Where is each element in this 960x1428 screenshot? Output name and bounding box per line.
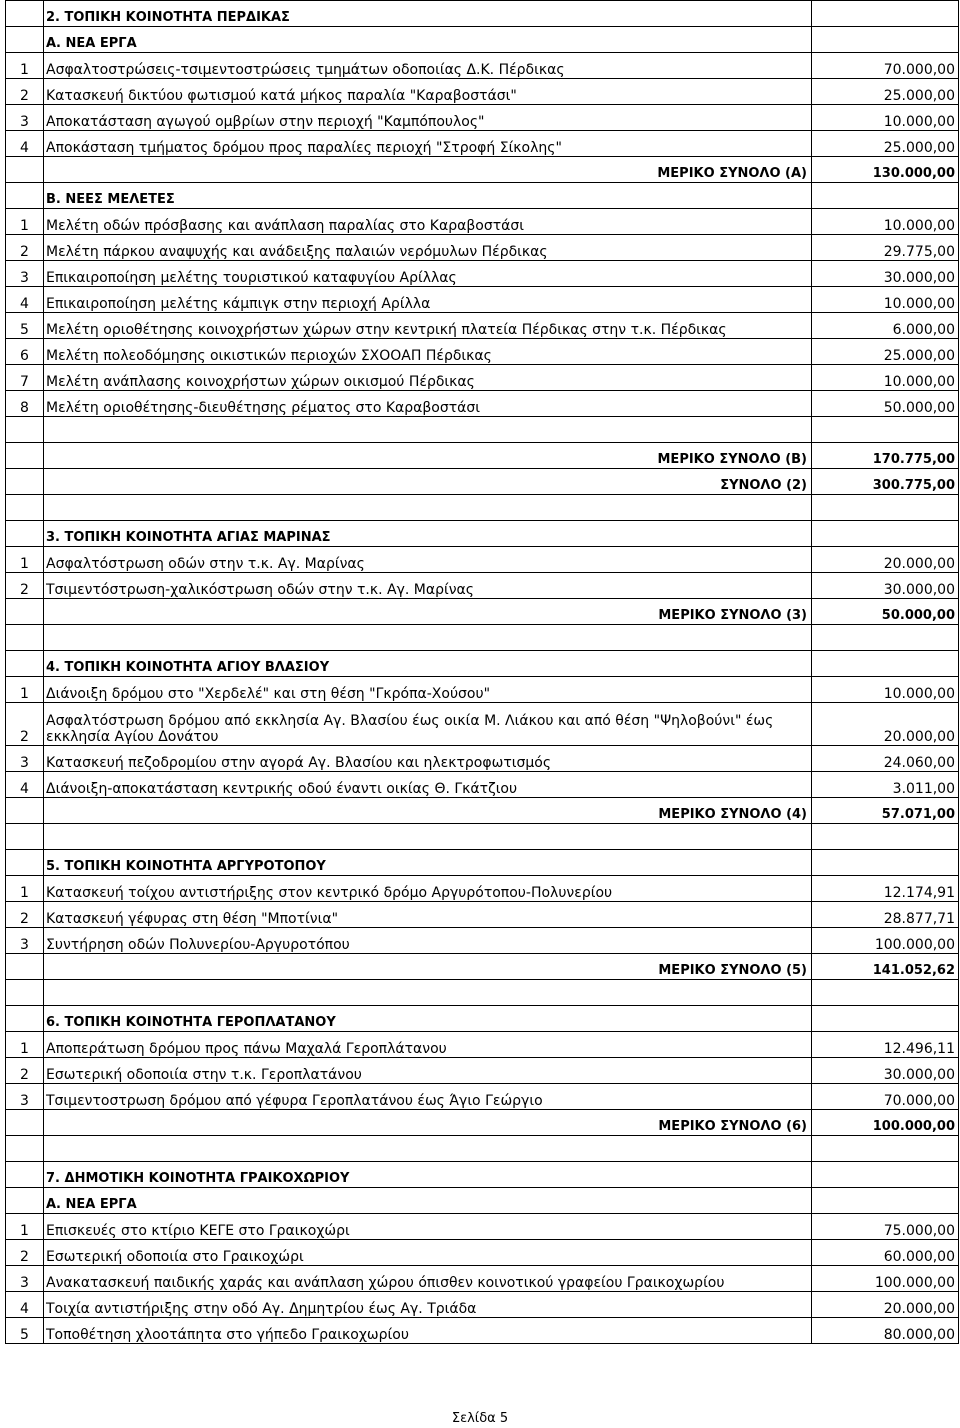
- table-row: [6, 746, 959, 772]
- row-number: 3: [6, 1084, 44, 1110]
- row-description: Ανακατασκευή παιδικής χαράς και ανάπλαση χώρου όπισθεν κοινοτικού γραφείου Γραικοχωρίου: [44, 1266, 812, 1292]
- subtotal-label: ΜΕΡΙΚΟ ΣΥΝΟΛΟ (5): [44, 954, 812, 980]
- table-row: [6, 573, 959, 599]
- section-header-row: [6, 1162, 959, 1188]
- table-row: [6, 1214, 959, 1240]
- row-number: 6: [6, 339, 44, 365]
- row-amount: 3.011,00: [812, 772, 959, 798]
- subtotal-label: ΣΥΝΟΛΟ (2): [44, 469, 812, 495]
- row-description: Κατασκευή πεζοδρομίου στην αγορά Αγ. Βλασίου και ηλεκτροφωτισμός: [44, 746, 812, 772]
- subtotal-row: [6, 798, 959, 824]
- row-number-cell: [6, 521, 44, 547]
- table-row: [6, 703, 959, 746]
- row-number: 5: [6, 1318, 44, 1344]
- row-number-cell: [6, 980, 44, 1006]
- row-amount: 10.000,00: [812, 105, 959, 131]
- section-header-row: [6, 1188, 959, 1214]
- amount-cell: [812, 850, 959, 876]
- row-number: 2: [6, 1240, 44, 1266]
- row-amount: 30.000,00: [812, 573, 959, 599]
- table-row: [6, 313, 959, 339]
- row-description: Εσωτερική οδοποιία στην τ.κ. Γεροπλατάνου: [44, 1058, 812, 1084]
- row-number: 8: [6, 391, 44, 417]
- section-header-row: [6, 183, 959, 209]
- section-title: 2. ΤΟΠΙΚΗ ΚΟΙΝΟΤΗΤΑ ΠΕΡΔΙΚΑΣ: [44, 1, 812, 27]
- row-description: Τοποθέτηση χλοοτάπητα στο γήπεδο Γραικοχωρίου: [44, 1318, 812, 1344]
- row-description: Αποκάσταση τμήματος δρόμου προς παραλίες περιοχή "Στροφή Σίκολης": [44, 131, 812, 157]
- subtotal-row: [6, 443, 959, 469]
- row-amount: 10.000,00: [812, 677, 959, 703]
- table-row: [6, 53, 959, 79]
- section-title: 5. ΤΟΠΙΚΗ ΚΟΙΝΟΤΗΤΑ ΑΡΓΥΡΟΤΟΠΟΥ: [44, 850, 812, 876]
- row-description: Τοιχία αντιστήριξης στην οδό Αγ. Δημητρίου έως Αγ. Τριάδα: [44, 1292, 812, 1318]
- row-number: 2: [6, 235, 44, 261]
- section-title: 4. ΤΟΠΙΚΗ ΚΟΙΝΟΤΗΤΑ ΑΓΙΟΥ ΒΛΑΣΙΟΥ: [44, 651, 812, 677]
- amount-cell: [812, 495, 959, 521]
- spacer-row: [6, 495, 959, 521]
- row-description: Ασφαλτόστρωση οδών στην τ.κ. Αγ. Μαρίνας: [44, 547, 812, 573]
- row-number-cell: [6, 954, 44, 980]
- table-row: [6, 1292, 959, 1318]
- table-row: [6, 772, 959, 798]
- section-title: Β. ΝΕΕΣ ΜΕΛΕΤΕΣ: [44, 183, 812, 209]
- amount-cell: [812, 1136, 959, 1162]
- row-amount: 30.000,00: [812, 1058, 959, 1084]
- section-title: 6. ΤΟΠΙΚΗ ΚΟΙΝΟΤΗΤΑ ΓΕΡΟΠΛΑΤΑΝΟΥ: [44, 1006, 812, 1032]
- empty-cell: [44, 625, 812, 651]
- row-number-cell: [6, 1, 44, 27]
- table-row: [6, 1318, 959, 1344]
- section-title: Α. ΝΕΑ ΕΡΓΑ: [44, 27, 812, 53]
- subtotal-amount: 50.000,00: [812, 599, 959, 625]
- row-amount: 70.000,00: [812, 1084, 959, 1110]
- row-number: 4: [6, 287, 44, 313]
- amount-cell: [812, 1188, 959, 1214]
- spacer-row: [6, 625, 959, 651]
- table-row: [6, 677, 959, 703]
- row-amount: 50.000,00: [812, 391, 959, 417]
- row-amount: 25.000,00: [812, 79, 959, 105]
- row-number: 3: [6, 746, 44, 772]
- table-row: [6, 391, 959, 417]
- row-description: Διάνοιξη-αποκατάσταση κεντρικής οδού έναντι οικίας Θ. Γκάτζιου: [44, 772, 812, 798]
- row-number-cell: [6, 469, 44, 495]
- row-number-cell: [6, 27, 44, 53]
- row-number-cell: [6, 1006, 44, 1032]
- row-amount: 20.000,00: [812, 547, 959, 573]
- row-number: 5: [6, 313, 44, 339]
- row-amount: 10.000,00: [812, 365, 959, 391]
- subtotal-row: [6, 469, 959, 495]
- table-row: [6, 261, 959, 287]
- row-description: Ασφαλτοστρώσεις-τσιμεντοστρώσεις τμημάτων οδοποιίας Δ.Κ. Πέρδικας: [44, 53, 812, 79]
- subtotal-label: ΜΕΡΙΚΟ ΣΥΝΟΛΟ (3): [44, 599, 812, 625]
- row-number-cell: [6, 417, 44, 443]
- table-row: [6, 339, 959, 365]
- section-title: Α. ΝΕΑ ΕΡΓΑ: [44, 1188, 812, 1214]
- row-number-cell: [6, 1188, 44, 1214]
- subtotal-label: ΜΕΡΙΚΟ ΣΥΝΟΛΟ (4): [44, 798, 812, 824]
- row-number: 2: [6, 902, 44, 928]
- row-description: Μελέτη ανάπλασης κοινοχρήστων χώρων οικισμού Πέρδικας: [44, 365, 812, 391]
- empty-cell: [44, 980, 812, 1006]
- row-amount: 25.000,00: [812, 339, 959, 365]
- row-description: Αποπεράτωση δρόμου προς πάνω Μαχαλά Γεροπλάτανου: [44, 1032, 812, 1058]
- row-number-cell: [6, 651, 44, 677]
- table-row: [6, 1266, 959, 1292]
- table-row: [6, 1084, 959, 1110]
- row-amount: 29.775,00: [812, 235, 959, 261]
- subtotal-row: [6, 599, 959, 625]
- row-description: Επικαιροποίηση μελέτης κάμπιγκ στην περιοχή Αρίλλα: [44, 287, 812, 313]
- row-number-cell: [6, 625, 44, 651]
- row-description: Εσωτερική οδοποιία στο Γραικοχώρι: [44, 1240, 812, 1266]
- row-number-cell: [6, 183, 44, 209]
- row-amount: 60.000,00: [812, 1240, 959, 1266]
- row-amount: 30.000,00: [812, 261, 959, 287]
- row-number: 1: [6, 1032, 44, 1058]
- row-number: 4: [6, 1292, 44, 1318]
- row-number: 4: [6, 131, 44, 157]
- row-amount: 24.060,00: [812, 746, 959, 772]
- amount-cell: [812, 1, 959, 27]
- row-description: Μελέτη πολεοδόμησης οικιστικών περιοχών ΣΧΟΟΑΠ Πέρδικας: [44, 339, 812, 365]
- row-number-cell: [6, 1162, 44, 1188]
- table-row: [6, 209, 959, 235]
- page-number: Σελίδα 5: [451, 1411, 509, 1426]
- row-number: 7: [6, 365, 44, 391]
- subtotal-row: [6, 954, 959, 980]
- row-description: Ασφαλτόστρωση δρόμου από εκκλησία Αγ. Βλασίου έως οικία Μ. Λιάκου και από θέση "Ψηλοβούνι" έως εκκλησία Αγίου Δονάτου: [44, 703, 812, 746]
- row-amount: 100.000,00: [812, 1266, 959, 1292]
- subtotal-amount: 170.775,00: [812, 443, 959, 469]
- section-title: 3. ΤΟΠΙΚΗ ΚΟΙΝΟΤΗΤΑ ΑΓΙΑΣ ΜΑΡΙΝΑΣ: [44, 521, 812, 547]
- row-description: Αποκατάσταση αγωγού ομβρίων στην περιοχή "Καμπόπουλος": [44, 105, 812, 131]
- row-amount: 80.000,00: [812, 1318, 959, 1344]
- row-amount: 12.174,91: [812, 876, 959, 902]
- section-title: 7. ΔΗΜΟΤΙΚΗ ΚΟΙΝΟΤΗΤΑ ΓΡΑΙΚΟΧΩΡΙΟΥ: [44, 1162, 812, 1188]
- table-row: [6, 365, 959, 391]
- row-amount: 25.000,00: [812, 131, 959, 157]
- subtotal-amount: 57.071,00: [812, 798, 959, 824]
- subtotal-label: ΜΕΡΙΚΟ ΣΥΝΟΛΟ (Α): [44, 157, 812, 183]
- row-number: 1: [6, 876, 44, 902]
- section-header-row: [6, 850, 959, 876]
- empty-cell: [44, 495, 812, 521]
- row-description: Επισκευές στο κτίριο ΚΕΓΕ στο Γραικοχώρι: [44, 1214, 812, 1240]
- table-row: [6, 1058, 959, 1084]
- row-number-cell: [6, 443, 44, 469]
- table-row: [6, 287, 959, 313]
- row-description: Τσιμεντοστρωση δρόμου από γέφυρα Γεροπλατάνου έως Άγιο Γεώργιο: [44, 1084, 812, 1110]
- budget-table: [5, 0, 959, 1344]
- row-amount: 28.877,71: [812, 902, 959, 928]
- row-number-cell: [6, 824, 44, 850]
- table-row: [6, 131, 959, 157]
- section-header-row: [6, 651, 959, 677]
- empty-cell: [44, 824, 812, 850]
- row-number: 2: [6, 79, 44, 105]
- row-description: Επικαιροποίηση μελέτης τουριστικού καταφυγίου Αρίλλας: [44, 261, 812, 287]
- row-amount: 100.000,00: [812, 928, 959, 954]
- row-number-cell: [6, 798, 44, 824]
- row-number: 2: [6, 703, 44, 746]
- row-amount: 70.000,00: [812, 53, 959, 79]
- amount-cell: [812, 521, 959, 547]
- subtotal-row: [6, 1110, 959, 1136]
- row-amount: 75.000,00: [812, 1214, 959, 1240]
- row-number: 3: [6, 261, 44, 287]
- row-amount: 20.000,00: [812, 703, 959, 746]
- spacer-row: [6, 824, 959, 850]
- row-number: 1: [6, 677, 44, 703]
- table-row: [6, 105, 959, 131]
- row-description: Κατασκευή τοίχου αντιστήριξης στον κεντρικό δρόμο Αργυρότοπου-Πολυνερίου: [44, 876, 812, 902]
- row-description: Διάνοιξη δρόμου στο "Χερδελέ" και στη θέση "Γκρόπα-Χούσου": [44, 677, 812, 703]
- row-amount: 10.000,00: [812, 287, 959, 313]
- row-description: Μελέτη οδών πρόσβασης και ανάπλαση παραλίας στο Καραβοστάσι: [44, 209, 812, 235]
- section-header-row: [6, 1006, 959, 1032]
- row-number-cell: [6, 157, 44, 183]
- subtotal-amount: 130.000,00: [812, 157, 959, 183]
- section-header-row: [6, 27, 959, 53]
- row-number: 3: [6, 1266, 44, 1292]
- row-number: 3: [6, 928, 44, 954]
- subtotal-label: ΜΕΡΙΚΟ ΣΥΝΟΛΟ (6): [44, 1110, 812, 1136]
- row-number-cell: [6, 1136, 44, 1162]
- row-description: Κατασκευή δικτύου φωτισμού κατά μήκος παραλία "Καραβοστάσι": [44, 79, 812, 105]
- table-row: [6, 1032, 959, 1058]
- amount-cell: [812, 651, 959, 677]
- subtotal-label: ΜΕΡΙΚΟ ΣΥΝΟΛΟ (Β): [44, 443, 812, 469]
- subtotal-amount: 300.775,00: [812, 469, 959, 495]
- row-description: Κατασκευή γέφυρας στη θέση "Μποτίνια": [44, 902, 812, 928]
- row-number-cell: [6, 495, 44, 521]
- empty-cell: [44, 417, 812, 443]
- table-row: [6, 1240, 959, 1266]
- subtotal-amount: 141.052,62: [812, 954, 959, 980]
- row-description: Τσιμεντόστρωση-χαλικόστρωση οδών στην τ.κ. Αγ. Μαρίνας: [44, 573, 812, 599]
- amount-cell: [812, 417, 959, 443]
- row-amount: 6.000,00: [812, 313, 959, 339]
- row-number: 1: [6, 547, 44, 573]
- table-row: [6, 79, 959, 105]
- row-amount: 20.000,00: [812, 1292, 959, 1318]
- row-number: 2: [6, 1058, 44, 1084]
- subtotal-amount: 100.000,00: [812, 1110, 959, 1136]
- table-row: [6, 902, 959, 928]
- row-number-cell: [6, 599, 44, 625]
- table-row: [6, 547, 959, 573]
- amount-cell: [812, 1006, 959, 1032]
- amount-cell: [812, 980, 959, 1006]
- row-number-cell: [6, 1110, 44, 1136]
- row-description: Μελέτη οριοθέτησης κοινοχρήστων χώρων στην κεντρική πλατεία Πέρδικας στην τ.κ. Πέρδικας: [44, 313, 812, 339]
- budget-table-body: [6, 1, 959, 1344]
- row-number: 3: [6, 105, 44, 131]
- section-header-row: [6, 521, 959, 547]
- amount-cell: [812, 824, 959, 850]
- section-header-row: [6, 1, 959, 27]
- spacer-row: [6, 980, 959, 1006]
- row-number: 1: [6, 209, 44, 235]
- spacer-row: [6, 1136, 959, 1162]
- amount-cell: [812, 625, 959, 651]
- table-row: [6, 876, 959, 902]
- row-number: 1: [6, 53, 44, 79]
- spacer-row: [6, 417, 959, 443]
- amount-cell: [812, 27, 959, 53]
- row-number: 4: [6, 772, 44, 798]
- amount-cell: [812, 1162, 959, 1188]
- amount-cell: [812, 183, 959, 209]
- row-description: Μελέτη πάρκου αναψυχής και ανάδειξης παλαιών νερόμυλων Πέρδικας: [44, 235, 812, 261]
- budget-sheet: [5, 0, 958, 1344]
- row-amount: 12.496,11: [812, 1032, 959, 1058]
- row-number: 1: [6, 1214, 44, 1240]
- row-number-cell: [6, 850, 44, 876]
- table-row: [6, 928, 959, 954]
- row-number: 2: [6, 573, 44, 599]
- row-description: Συντήρηση οδών Πολυνερίου-Αργυροτόπου: [44, 928, 812, 954]
- subtotal-row: [6, 157, 959, 183]
- empty-cell: [44, 1136, 812, 1162]
- table-row: [6, 235, 959, 261]
- row-amount: 10.000,00: [812, 209, 959, 235]
- row-description: Μελέτη οριοθέτησης-διευθέτησης ρέματος στο Καραβοστάσι: [44, 391, 812, 417]
